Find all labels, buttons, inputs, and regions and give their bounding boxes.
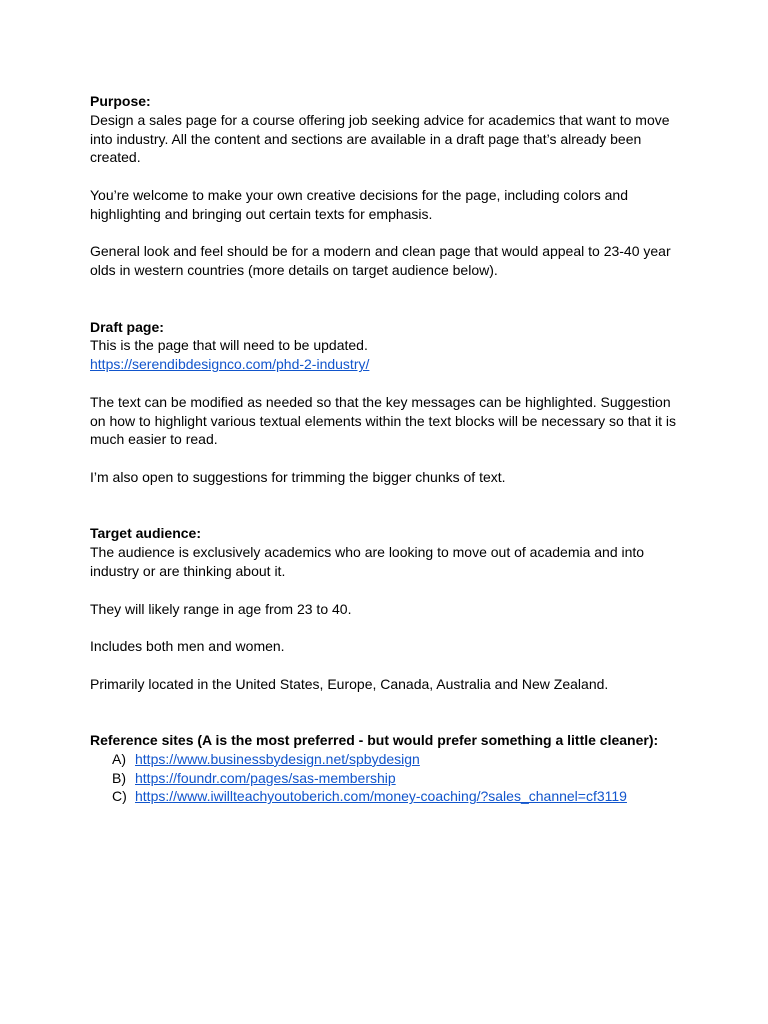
reference-link-a[interactable]: https://www.businessbydesign.net/spbydesign (135, 750, 420, 767)
target-audience-paragraph-2: They will likely range in age from 23 to 40. (90, 600, 352, 617)
draft-page-paragraph-2: The text can be modified as needed so that the key messages can be highlighted. Suggestion on how to highlight various textual elements within the text blocks will be necessary so that it is much easier to read. (90, 393, 676, 448)
list-marker: B) (112, 769, 126, 786)
list-marker: A) (112, 750, 126, 767)
draft-page-link[interactable]: https://serendibdesignco.com/phd-2-industry/ (90, 356, 370, 373)
purpose-paragraph-1: Design a sales page for a course offering job seeking advice for academics that want to move into industry. All the content and sections are available in a draft page that’s already been created. (90, 111, 670, 166)
list-item (90, 787, 680, 806)
target-audience-paragraph-4: Primarily located in the United States, Europe, Canada, Australia and New Zealand. (90, 675, 609, 692)
reference-link-b[interactable]: https://foundr.com/pages/sas-membership (135, 769, 396, 786)
target-audience-paragraph-1: The audience is exclusively academics who are looking to move out of academia and into industry or are thinking about it. (90, 544, 645, 579)
draft-page-paragraph-3: I’m also open to suggestions for trimming the bigger chunks of text. (90, 468, 506, 485)
target-audience-paragraph-3: Includes both men and women. (90, 638, 285, 655)
target-audience-heading: Target audience: (90, 525, 201, 542)
reference-link-c[interactable]: https://www.iwillteachyoutoberich.com/money-coaching/?sales_channel=cf3119 (135, 788, 627, 805)
reference-sites-heading: Reference sites (A is the most preferred - but would prefer something a little cleaner): (90, 732, 659, 749)
list-item (90, 769, 680, 788)
list-marker: C) (112, 788, 127, 805)
draft-page-heading: Draft page: (90, 318, 164, 335)
purpose-heading: Purpose: (90, 93, 151, 109)
document-body (90, 92, 680, 806)
draft-page-paragraph-1: This is the page that will need to be updated. (90, 337, 368, 354)
purpose-paragraph-2: You’re welcome to make your own creative decisions for the page, including colors and highlighting and bringing out certain texts for emphasis. (90, 186, 629, 222)
purpose-paragraph-3: General look and feel should be for a modern and clean page that would appeal to 23-40 year olds in western countries (more details on target audience below). (90, 243, 671, 279)
list-item (90, 750, 680, 769)
reference-sites-list (90, 750, 680, 806)
